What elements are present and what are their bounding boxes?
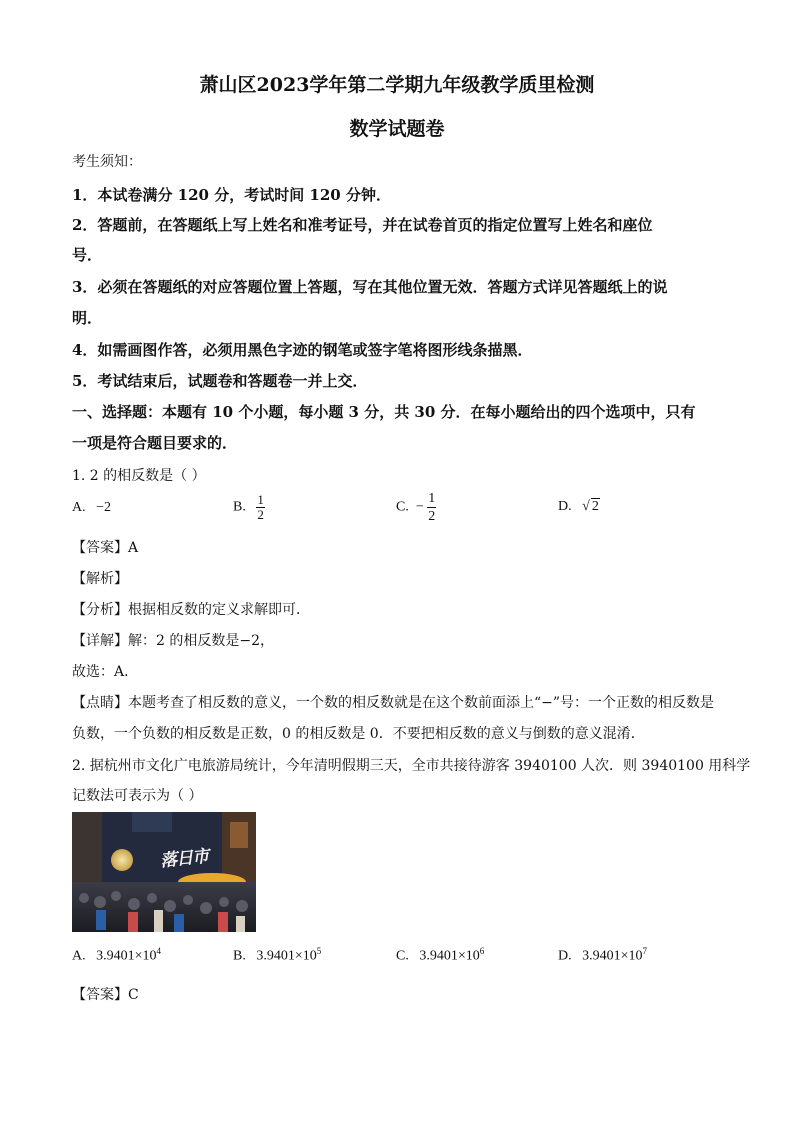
q2-option-a-base: 3.9401×10 <box>96 948 157 964</box>
q1-fenxi <box>72 599 310 619</box>
fenxi-tag: 【分析】 <box>72 602 128 618</box>
q1-option-a-label: A. <box>72 500 86 515</box>
q2-option-b-exponent: 5 <box>316 946 322 956</box>
q1-dianjing <box>72 692 714 712</box>
q1-dianjing-text: 本题考查了相反数的意义，一个数的相反数就是在这个数前面添上“−”号：一个正数的相反数是 <box>128 695 715 711</box>
q1-option-c <box>396 490 436 525</box>
q1-answer-value: A <box>128 540 139 556</box>
q1-option-a-value: −2 <box>96 500 112 515</box>
notice-item-5: 5．考试结束后，试题卷和答题卷一并上交． <box>72 372 368 390</box>
q2-option-a-exponent: 4 <box>156 946 162 956</box>
night-market-illustration <box>72 812 256 932</box>
notice-item-4: 4．如需画图作答，必须用黑色字迹的钢笔或签字笔将图形线条描黑． <box>72 341 533 359</box>
q2-option-d-exponent: 7 <box>642 946 648 956</box>
q1-choose: 故选：A． <box>72 664 139 680</box>
q2-stem-cont: 记数法可表示为（ ） <box>72 788 203 804</box>
q1-option-c-label: C. <box>396 499 409 515</box>
q2-option-c-label: C. <box>396 948 409 964</box>
q2-option-b <box>233 946 321 965</box>
dianjing-tag: 【点睛】 <box>72 695 128 711</box>
q1-option-c-fraction <box>427 490 436 525</box>
q1-option-b <box>233 493 265 522</box>
q1-option-d <box>558 499 600 515</box>
q1-option-d-sqrt <box>582 499 600 515</box>
notice-item-3-cont: 明． <box>72 309 103 327</box>
q2-option-c-exponent: 6 <box>479 946 485 956</box>
q2-option-b-base: 3.9401×10 <box>256 948 317 964</box>
q2-answer <box>72 984 139 1004</box>
q1-option-b-numerator: 1 <box>257 492 264 507</box>
answer-tag: 【答案】 <box>72 540 128 556</box>
section-heading: 一、选择题：本题有 10 个小题，每小题 3 分，共 30 分．在每小题给出的四个选项中，只有 <box>72 403 696 421</box>
q1-analysis-tag: 【解析】 <box>72 571 128 587</box>
q1-option-c-numerator: 1 <box>428 491 436 506</box>
q1-fenxi-text: 根据相反数的定义求解即可． <box>128 602 310 618</box>
q2-stem: 2. 据杭州市文化广电旅游局统计，今年清明假期三天，全市共接待游客 3940100 人次．则 3940100 用科学 <box>72 758 751 774</box>
q2-option-b-label: B. <box>233 948 246 964</box>
notice-item-2-cont: 号． <box>72 246 103 264</box>
q2-option-d-base: 3.9401×10 <box>582 948 643 964</box>
q2-answer-value: C <box>128 987 139 1003</box>
section-heading-cont: 一项是符合题目要求的． <box>72 434 238 452</box>
q1-dianjing-cont: 负数，一个负数的相反数是正数，0 的相反数是 0．不要把相反数的意义与倒数的意义混淆． <box>72 726 645 742</box>
sqrt-icon: √ <box>582 499 590 514</box>
xiangjie-tag: 【详解】 <box>72 633 128 649</box>
q1-stem: 1. 2 的相反数是（ ） <box>72 468 206 484</box>
photo-sign-text: 落日市 <box>159 846 210 872</box>
q2-option-c-base: 3.9401×10 <box>419 948 480 964</box>
notice-item-3: 3．必须在答题纸的对应答题位置上答题，写在其他位置无效．答题方式详见答题纸上的说 <box>72 278 668 296</box>
q1-answer <box>72 537 138 557</box>
q2-option-a-label: A. <box>72 948 86 964</box>
q1-option-b-denominator: 2 <box>257 507 264 522</box>
q1-option-b-label: B. <box>233 499 246 515</box>
notice-item-1: 1．本试卷满分 120 分，考试时间 120 分钟． <box>72 186 391 204</box>
q1-option-c-denominator: 2 <box>428 509 436 524</box>
exam-title: 萧山区2023学年第二学期九年级教学质里检测 <box>199 74 595 96</box>
q2-option-c <box>396 946 484 965</box>
q1-option-d-radicand: 2 <box>591 499 599 514</box>
q1-option-c-sign: − <box>415 499 424 515</box>
q1-option-d-label: D. <box>558 499 572 514</box>
notice-heading: 考生须知： <box>72 154 142 170</box>
exam-subtitle: 数学试题卷 <box>349 118 445 140</box>
night-market-photo <box>72 812 256 932</box>
notice-item-2: 2．答题前，在答题纸上写上姓名和准考证号，并在试卷首页的指定位置写上姓名和座位 <box>72 216 653 234</box>
q1-option-a <box>72 500 111 516</box>
q1-xiangjie <box>72 630 274 650</box>
q1-option-b-fraction <box>256 493 265 522</box>
q1-xiangjie-text: 解：2 的相反数是−2， <box>128 633 274 649</box>
q2-option-d <box>558 946 647 965</box>
answer-tag: 【答案】 <box>72 987 128 1003</box>
q2-option-d-label: D. <box>558 948 572 964</box>
q2-option-a <box>72 946 161 965</box>
